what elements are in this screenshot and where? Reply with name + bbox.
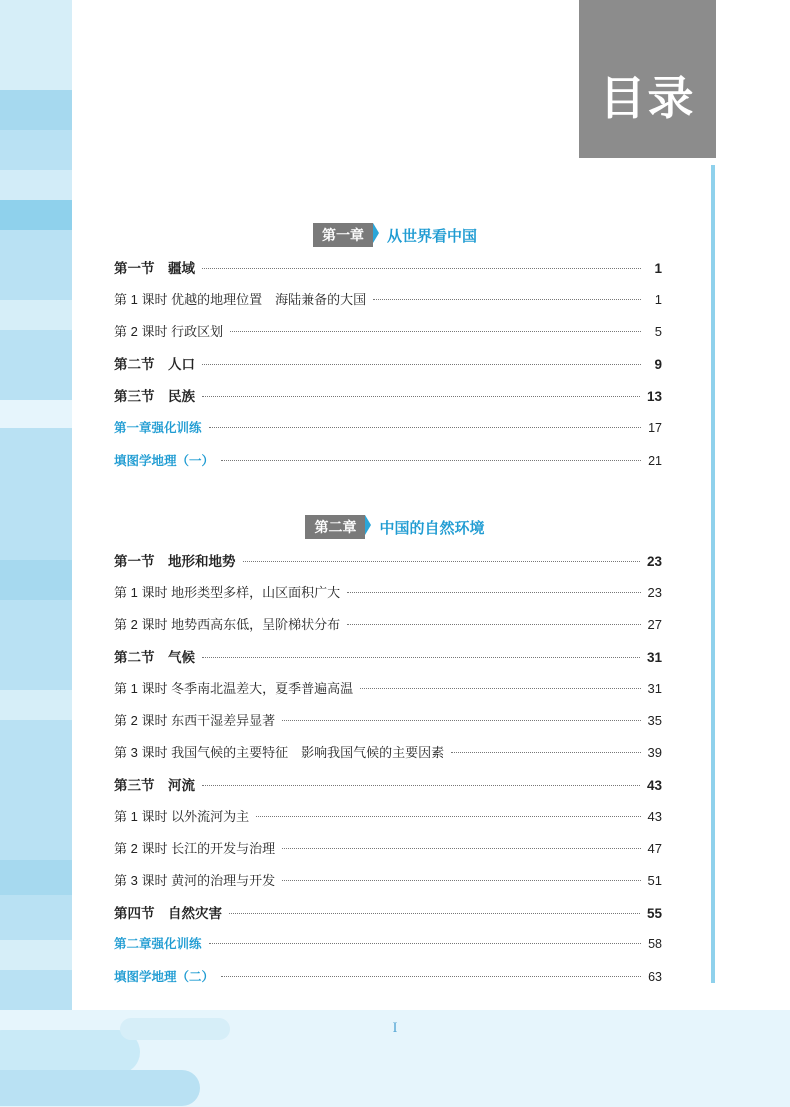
entry-label: 第 3 课时 我国气候的主要特征 影响我国气候的主要因素 [114,745,445,760]
entry-page: 47 [647,841,662,856]
toc-entry[interactable] [114,710,662,730]
dot-leader [282,720,640,721]
dot-leader [209,427,641,428]
toc-entry[interactable] [114,838,662,858]
entry-label: 第 1 课时 冬季南北温差大，夏季普遍高温 [114,681,354,696]
page-number: I [392,1020,398,1036]
left-decorative-band [0,0,72,1107]
entry-page: 43 [646,778,662,793]
entry-label: 第 2 课时 长江的开发与治理 [114,841,276,856]
dot-leader [347,624,640,625]
dot-leader [347,592,640,593]
entry-label: 第一节 地形和地势 [114,554,236,569]
entry-label: 填图学地理（一） [114,453,215,468]
dot-leader [229,913,640,914]
entry-page: 27 [647,617,662,632]
entry-page: 35 [647,713,662,728]
entry-label: 第 2 课时 行政区划 [114,324,224,339]
entry-page: 58 [648,937,662,951]
toc-entry[interactable] [114,646,662,666]
toc-entry[interactable] [114,582,662,602]
entry-page: 43 [647,809,662,824]
dot-leader [202,268,641,269]
entry-label: 第三节 河流 [114,778,195,793]
entry-page: 23 [646,554,662,569]
entry-page: 17 [648,421,662,435]
toc-entry[interactable] [114,418,662,438]
entry-label: 第 1 课时 以外流河为主 [114,809,250,824]
toc-entry[interactable] [114,774,662,794]
entry-page: 31 [646,650,662,665]
toc-entry[interactable] [114,257,662,277]
dot-leader [202,657,640,658]
toc-entry[interactable] [114,902,662,922]
dot-leader [230,331,641,332]
entry-label: 第 3 课时 黄河的治理与开发 [114,873,276,888]
chapter-tag: 第一章 [313,223,373,247]
entry-page: 55 [646,906,662,921]
dot-leader [243,561,640,562]
dot-leader [202,785,640,786]
dot-leader [282,848,640,849]
page-title: 目录 [599,71,696,125]
entry-label: 第一章强化训练 [114,420,202,435]
toc-entry[interactable] [114,614,662,634]
entry-label: 填图学地理（二） [114,969,215,984]
entry-label: 第二节 人口 [114,357,195,372]
toc-entry[interactable] [114,550,662,570]
entry-label: 第 1 课时 地形类型多样，山区面积广大 [114,585,341,600]
entry-label: 第三节 民族 [114,389,195,404]
entry-label: 第二章强化训练 [114,936,202,951]
entry-page: 23 [647,585,662,600]
dot-leader [282,880,640,881]
entry-label: 第 2 课时 东西干湿差异显著 [114,713,276,728]
entry-page: 39 [647,745,662,760]
toc-entry[interactable] [114,353,662,373]
entry-page: 1 [654,261,662,276]
chapter-heading [0,223,790,247]
entry-page: 5 [654,324,662,339]
entry-label: 第四节 自然灾害 [114,906,222,921]
entry-page: 1 [654,292,662,307]
toc-entry[interactable] [114,934,662,954]
chapter-title: 中国的自然环境 [379,519,485,537]
entry-page: 31 [647,681,662,696]
entry-label: 第 1 课时 优越的地理位置 海陆兼备的大国 [114,292,367,307]
entry-label: 第 2 课时 地势西高东低，呈阶梯状分布 [114,617,341,632]
dot-leader [360,688,640,689]
dot-leader [202,364,641,365]
toc-entry[interactable] [114,321,662,341]
toc-entry[interactable] [114,967,662,987]
toc-entry[interactable] [114,289,662,309]
entry-page: 21 [648,454,662,468]
chapter-tag: 第二章 [305,515,365,539]
dot-leader [221,460,641,461]
toc-entry[interactable] [114,385,662,405]
toc-entry[interactable] [114,806,662,826]
chapter-heading [0,515,790,539]
toc-entry[interactable] [114,451,662,471]
chapter-title: 从世界看中国 [386,227,477,245]
dot-leader [209,943,641,944]
dot-leader [373,299,641,300]
dot-leader [451,752,640,753]
entry-page: 51 [647,873,662,888]
right-accent-rule [711,165,715,983]
toc-entry[interactable] [114,678,662,698]
toc-entry[interactable] [114,870,662,890]
toc-title-box [579,0,716,158]
entry-label: 第二节 气候 [114,650,195,665]
toc-entry[interactable] [114,742,662,762]
dot-leader [202,396,640,397]
entry-label: 第一节 疆域 [114,261,195,276]
dot-leader [256,816,640,817]
entry-page: 9 [654,357,662,372]
entry-page: 13 [646,389,662,404]
entry-page: 63 [648,970,662,984]
dot-leader [221,976,641,977]
